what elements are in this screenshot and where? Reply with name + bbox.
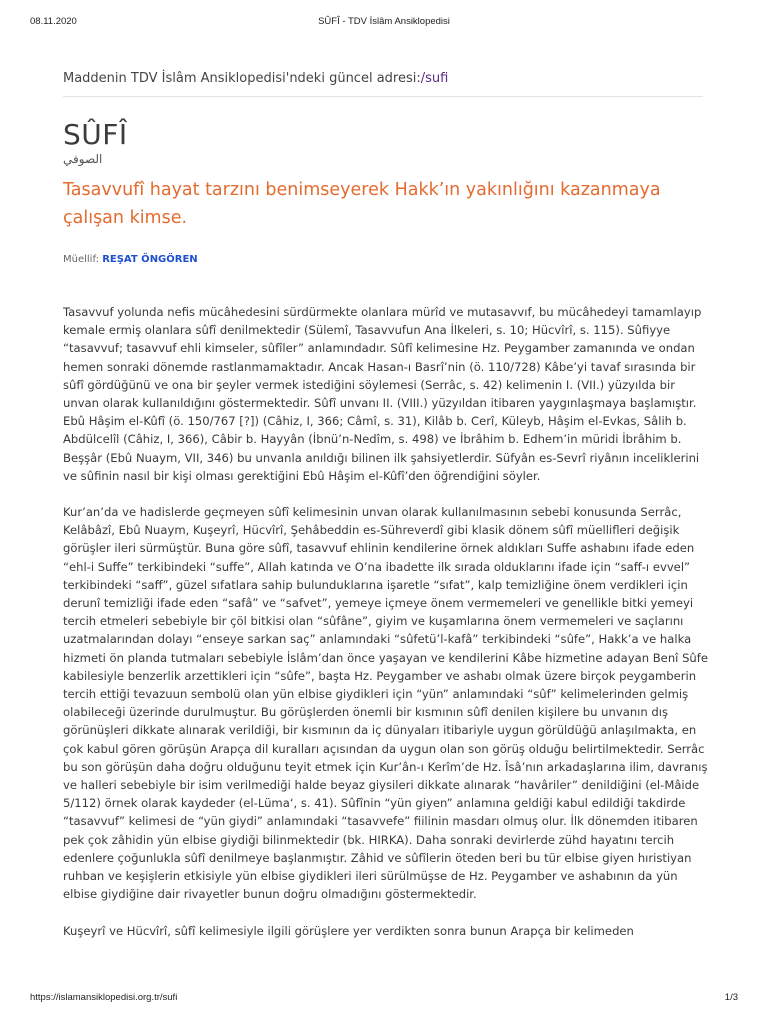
author-link[interactable]: REŞAT ÖNGÖREN xyxy=(102,254,198,265)
page-number: 1/3 xyxy=(724,992,738,1003)
author-line xyxy=(63,254,198,265)
author-label: Müellif: xyxy=(63,254,99,265)
current-address-notice xyxy=(63,71,703,97)
arabic-title: الصوفي xyxy=(63,152,103,166)
article-paragraph: Kuşeyrî ve Hücvîrî, sûfî kelimesiyle ilgili görüşlere yer verdikten sonra bunun Arapça bir kelimeden xyxy=(63,923,634,938)
current-address-link[interactable]: /sufi xyxy=(420,71,449,86)
print-url: https://islamansiklopedisi.org.tr/sufi xyxy=(30,992,178,1003)
article-paragraph: Tasavvuf yolunda nefis mücâhedesini sürdürmekte olanlara mürîd ve mutasavvıf, bu mücâhedeyi tamamlayıp kemale ermiş olanlara sûfî denilmektedir (Sülemî, Tasavvufun Ana İlkeleri, s. 10; Hücvîrî, s. 115). Sûfiyye “tasavvuf; tasavvuf ehli kimseler, sûfîler” anlamındadır. Sûfî kelimesine Hz. Peygamber zamanında ve ondan hemen sonraki dönemde rastlanmamaktadır. Ancak Hasan-ı Basrî’nin (ö. 110/728) Kâbe’yi tavaf sırasında bir sûfî gördüğünü ve ona bir şeyler vermek istediğini söylemesi (Serrâc, s. 42) kelimenin I. (VII.) yüzyılda bir unvan olarak kullanıldığını göstermektedir. Sûfî unvanı II. (VIII.) yüzyıldan itibaren yaygınlaşmaya başlamıştır. Ebû Hâşim el-Kûfî (ö. 150/767 [?]) (Câhiz, I, 366; Câmî, s. 31), Kilâb b. Cerî, Küleyb, Hâşim el-Evkas, Sâlih b. Abdülcelîl (Câhiz, I, 366), Câbir b. Hayyân (İbnü’n-Nedîm, s. 498) ve İbrâhim b. Edhem’in müridi İbrâhim b. Beşşâr (Ebû Nuaym, VII, 346) bu unvanla anıldığı bilinen ilk şahsiyetlerdir. Süfyân es-Sevrî riyânın inceliklerini ve sûfinin nasıl bir kişi olması gerektiğini Ebû Hâşim el-Kûfî’den öğrendiğini söyler. xyxy=(63,305,702,483)
print-header xyxy=(30,16,738,30)
article-body xyxy=(63,303,713,958)
print-footer xyxy=(30,992,738,1006)
print-date: 08.11.2020 xyxy=(30,16,77,27)
notice-text: Maddenin TDV İslâm Ansiklopedisi'ndeki güncel adresi: xyxy=(63,71,421,86)
article-paragraph: Kur’an’da ve hadislerde geçmeyen sûfî kelimesinin unvan olarak kullanılmasının sebebi konusunda Serrâc, Kelâbâzî, Ebû Nuaym, Kuşeyrî, Hücvîrî, Şehâbeddin es-Sühreverdî gibi klasik dönem sûfî müellifleri değişik görüşler ileri sürmüştür. Buna göre sûfî, tasavvuf ehlinin kendilerine örnek aldıkları Suffe ashabını ifade eden “ehl-i Suffe” terkibindeki “suffe”, Allah katında ve O’na ibadette ilk sırada olduklarını ifade için “saff-ı evvel” terkibindeki “saff”, güzel sıfatlara sahip bulunduklarına işaretle “sıfat”, kalp temizliğine önem verdikleri için derunî temizliği ifade eden “safâ” ve “safvet”, yemeye içmeye önem vermemeleri ve genellikle bitki yemeyi tercih etmeleri sebebiyle bir çöl bitkisi olan “sûfâne”, giyim ve kuşamlarına önem vermemeleri ve saçlarını uzatmalarından dolayı “enseye sarkan saç” anlamındaki “sûfetü’l-kafâ” terkibindeki “sûfe”, Hakk’a ve halka hizmeti ön planda tutmaları sebebiyle İslâm’dan önce yaşayan ve kendilerini Kâbe hizmetine adayan Benî Sûfe kabilesiyle benzerlik arzettikleri için “sûfe”, başta Hz. Peygamber ve ashabı olmak üzere birçok peygamberin tercih ettiği tevazuun sembolü olan yün elbise giydikleri için “yün” anlamındaki “sûf” kelimelerinden gelmiş olabileceği üzerinde durulmuştur. Bu görüşlerden önemli bir kısmının sûfî denilen kişilere bu unvanın dış görünüşleri dikkate alınarak verildiği, bir kısmının da iç dünyaları itibariyle uygun görüldüğü anlaşılmakta, en çok kabul gören görüşün Arapça dil kuralları açısından da uygun olan son görüş olduğu belirtilmektedir. Serrâc bu son görüşün daha doğru olduğunu teyit etmek için Kur’ân-ı Kerîm’de Hz. Îsâ’nın arkadaşlarına ilim, davranış ve halleri sebebiyle bir isim verilmediği halde beyaz giysileri dikkate alınarak “havâriler” denildiğini (el-Mâide 5/112) örnek olarak kaydeder (el-Lüma‘, s. 41). Sûfînin “yün giyen” anlamına geldiği kabul edildiği takdirde “tasavvuf” kelimesi de “yün giydi” anlamındaki “tasavvefe” fiilinin masdarı olmuş olur. İlk dönemden itibaren pek çok zâhidin yün elbise giydiği bilinmektedir (bk. HIRKA). Daha sonraki devirlerde zühd hayatını tercih edenlere çoğunlukla sûfî denilmeye başlanmıştır. Zâhid ve sûfîlerin öteden beri bu tür elbise giyen hıristiyan ruhban ve keşişlerin etkisiyle yün elbise giydikleri ileri sürülmüşse de Hz. Peygamber ve ashabının da yün elbise giydiğine dair rivayetler bunun doğru olmadığını göstermektedir. xyxy=(63,505,708,902)
print-page-title: SÛFÎ - TDV İslâm Ansiklopedisi xyxy=(318,16,450,27)
entry-definition: Tasavvufî hayat tarzını benimseyerek Hakk’ın yakınlığını kazanmaya çalışan kimse. xyxy=(63,180,661,228)
entry-title: SÛFÎ xyxy=(63,118,128,151)
